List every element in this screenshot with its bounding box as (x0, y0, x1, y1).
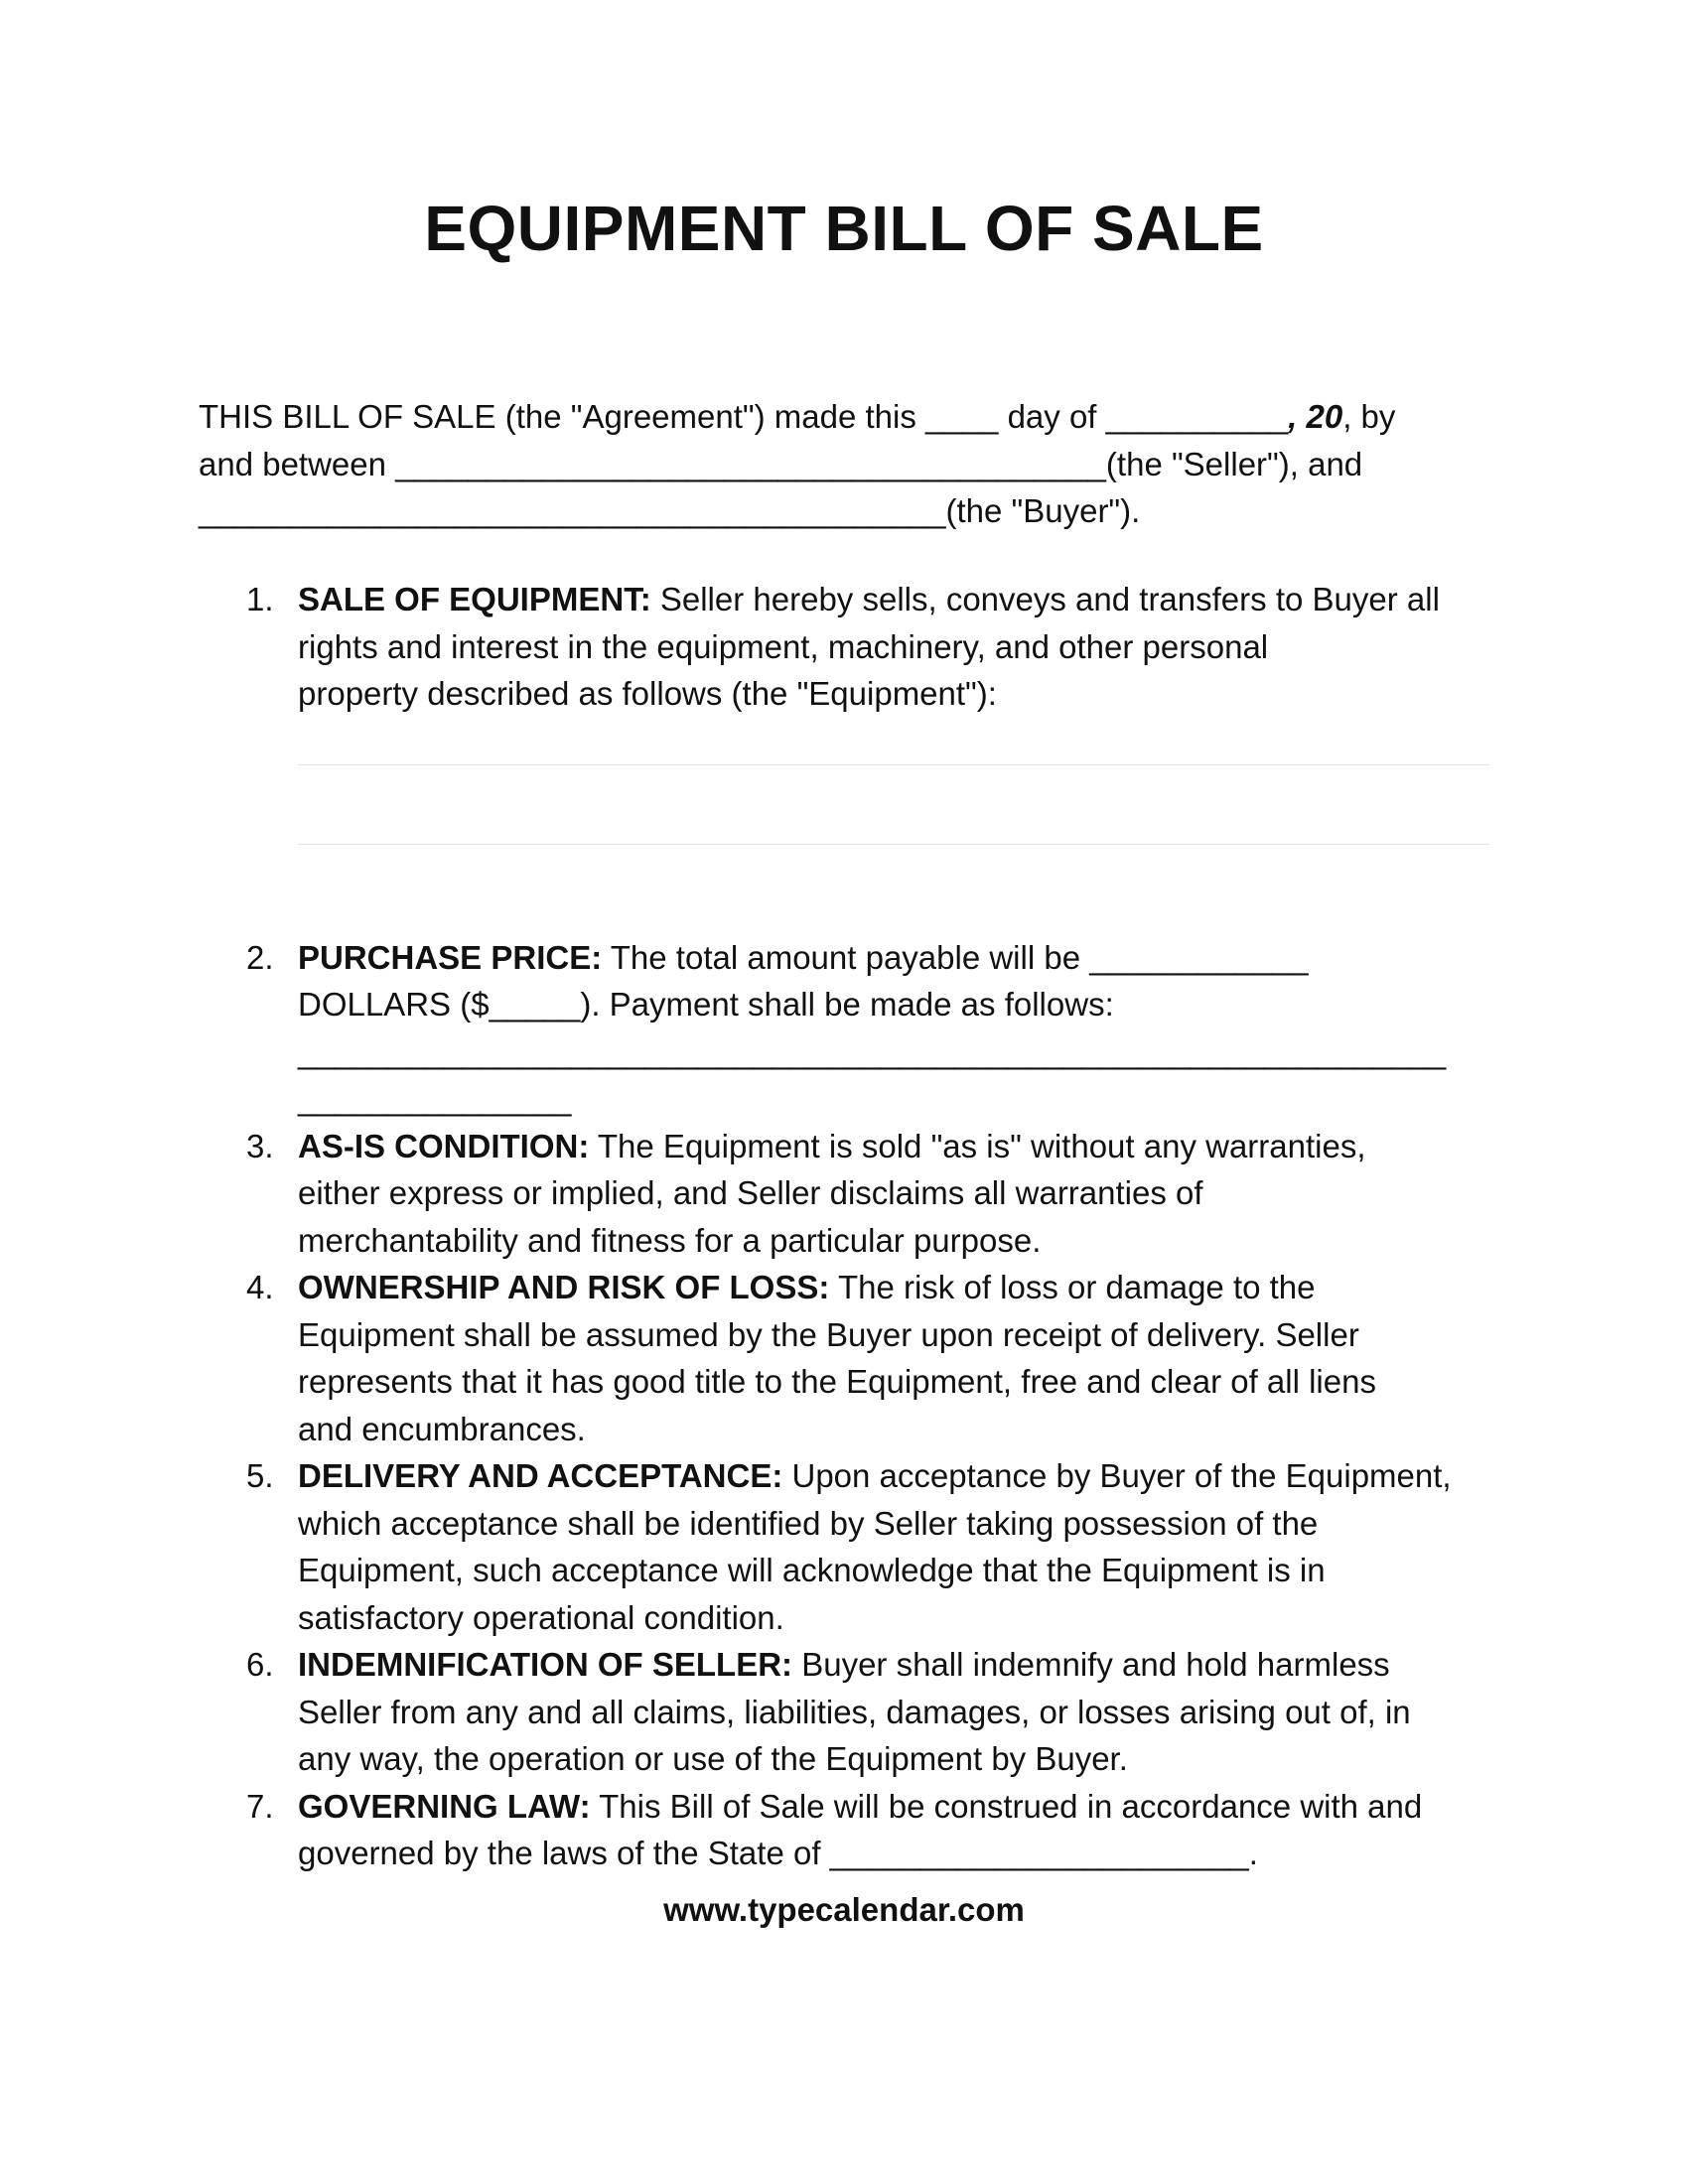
document-title: EQUIPMENT BILL OF SALE (424, 193, 1264, 264)
clause-text: This Bill of Sale will be construed in accordance with and (590, 1787, 1423, 1825)
clause-list (199, 576, 1509, 1877)
clause-line: satisfactory operational condition. (298, 1598, 784, 1636)
intro-paragraph (199, 393, 1509, 535)
clause-ownership-risk (199, 1264, 1509, 1452)
clause-number: 6. (246, 1646, 274, 1683)
intro-line-2: and between _______________________________________(the "Seller"), and (199, 445, 1363, 482)
clause-number: 5. (246, 1457, 274, 1494)
clause-line: Equipment shall be assumed by the Buyer upon receipt of delivery. Seller (298, 1315, 1359, 1353)
clause-line: DOLLARS ($_____). Payment shall be made as follows: (298, 986, 1114, 1023)
clause-line: which acceptance shall be identified by Seller taking possession of the (298, 1504, 1319, 1542)
clause-purchase-price (199, 934, 1509, 1123)
clause-line (298, 1123, 1509, 1170)
clause-text: Upon acceptance by Buyer of the Equipment, (782, 1457, 1452, 1494)
intro-line-3: _________________________________________(the "Buyer"). (199, 492, 1141, 529)
clause-line (298, 1264, 1509, 1311)
clause-heading: INDEMNIFICATION OF SELLER: (298, 1646, 793, 1683)
clause-line (298, 1641, 1509, 1689)
clause-text: The total amount payable will be ____________ (602, 938, 1309, 976)
clause-line: Equipment, such acceptance will acknowledge that the Equipment is in (298, 1552, 1326, 1588)
clause-line (298, 576, 1509, 623)
clause-heading: AS-IS CONDITION: (298, 1127, 590, 1164)
clause-heading: OWNERSHIP AND RISK OF LOSS: (298, 1269, 830, 1305)
clause-heading: GOVERNING LAW: (298, 1787, 591, 1825)
clause-governing-law (199, 1783, 1509, 1877)
clause-line (298, 1783, 1509, 1831)
intro-line-1-end: , by (1342, 398, 1396, 435)
equipment-description-line[interactable] (298, 844, 1489, 845)
clause-as-is-condition (199, 1123, 1509, 1265)
clause-number: 7. (246, 1787, 274, 1825)
clause-line (298, 1452, 1509, 1500)
clause-heading: PURCHASE PRICE: (298, 938, 603, 976)
clause-line (298, 934, 1509, 982)
intro-line-1 (199, 393, 1509, 441)
clause-number: 2. (246, 938, 274, 976)
clause-line: merchantability and fitness for a particular purpose. (298, 1221, 1042, 1259)
clause-line: either express or implied, and Seller disclaims all warranties of (298, 1174, 1203, 1211)
clause-text: The Equipment is sold "as is" without any warranties, (589, 1127, 1366, 1164)
clause-line: and encumbrances. (298, 1410, 586, 1447)
clause-line: property described as follows (the "Equipment"): (298, 675, 997, 712)
clause-delivery-acceptance (199, 1452, 1509, 1641)
clause-line: _______________________________________________________________ (298, 1032, 1447, 1070)
clause-line: governed by the laws of the State of _______________________. (298, 1835, 1258, 1871)
clause-sale-of-equipment (199, 576, 1509, 845)
footer-website: www.typecalendar.com (663, 1891, 1025, 1928)
clause-heading: SALE OF EQUIPMENT: (298, 581, 651, 617)
clause-line: _______________ (298, 1080, 572, 1117)
intro-year: , 20 (1288, 398, 1343, 435)
clause-line: rights and interest in the equipment, machinery, and other personal (298, 627, 1269, 665)
clause-line: represents that it has good title to the Equipment, free and clear of all liens (298, 1363, 1376, 1400)
clause-number: 3. (246, 1127, 274, 1164)
clause-text: Seller hereby sells, conveys and transfers to Buyer all (650, 581, 1440, 617)
clause-heading: DELIVERY AND ACCEPTANCE: (298, 1457, 783, 1494)
clause-number: 4. (246, 1269, 274, 1305)
equipment-description-line[interactable] (298, 764, 1489, 765)
clause-line: Seller from any and all claims, liabilities, damages, or losses arising out of, in (298, 1693, 1411, 1730)
clause-indemnification (199, 1641, 1509, 1783)
clause-line: any way, the operation or use of the Equipment by Buyer. (298, 1740, 1128, 1777)
clause-number: 1. (246, 581, 274, 617)
clause-text: The risk of loss or damage to the (829, 1269, 1316, 1305)
clause-text: Buyer shall indemnify and hold harmless (792, 1646, 1390, 1683)
intro-line-1-text: THIS BILL OF SALE (the "Agreement") made this ____ day of __________ (199, 398, 1289, 435)
